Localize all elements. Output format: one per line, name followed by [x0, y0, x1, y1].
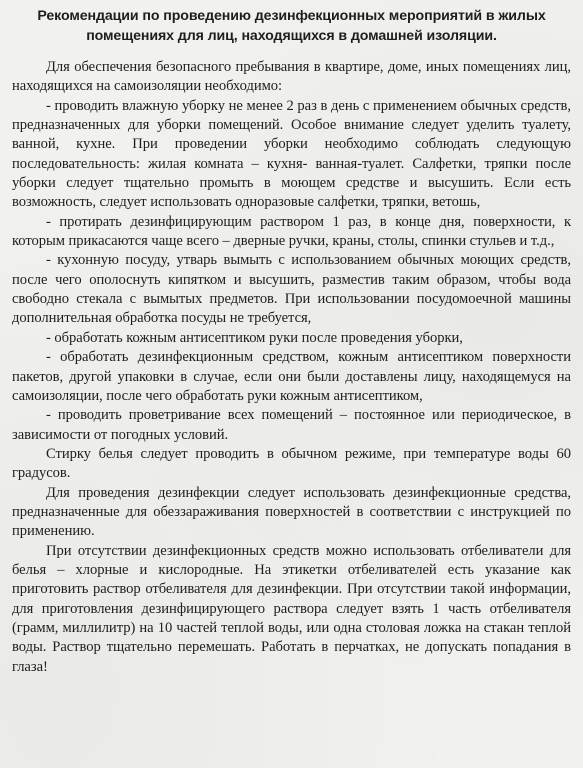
- paragraph-ventilation: - проводить проветривание всех помещений – постоянное или периодическое, в зависимости от погодных условий.: [12, 407, 571, 443]
- title-line-2: помещениях для лиц, находящихся в домашней изоляции.: [86, 28, 497, 44]
- paragraph-dishes: - кухонную посуду, утварь вымыть с использованием обычных моющих средств, после чего ополоснуть кипятком и высушить, разместив таким образом, чтобы вода свободно стекала с вымытых предметов. При использовании посудомоечной машины дополнительная обработка посуды не требуется,: [12, 252, 571, 327]
- paragraph-intro: Для обеспечения безопасного пребывания в квартире, доме, иных помещениях лиц, находящихся на самоизоляции необходимо:: [12, 59, 571, 95]
- paragraph-disinfect-surfaces: - протирать дезинфицирующим раствором 1 раз, в конце дня, поверхности, к которым прикасаются чаще всего – дверные ручки, краны, столы, спинки стульев и т.д.,: [12, 213, 571, 250]
- document-title: [12, 6, 571, 46]
- paragraph-packages: - обработать дезинфекционным средством, кожным антисептиком поверхности пакетов, другой упаковки в случае, если они были доставлены лицу, находящемуся на самоизоляции, после чего обработать руки кожным антисептиком,: [12, 349, 571, 404]
- document-body: [12, 58, 571, 677]
- paragraph-hands: - обработать кожным антисептиком руки после проведения уборки,: [46, 329, 463, 346]
- paragraph-laundry: Стирку белья следует проводить в обычном режиме, при температуре воды 60 градусов.: [12, 445, 571, 482]
- paragraph-cleaning: - проводить влажную уборку не менее 2 раз в день с применением обычных средств, предназначенных для уборки помещений. Особое внимание следует уделить туалету, ванной, кухне. При проведении уборки необходимо соблюдать следующую последовательность: жилая комната – кухня- ванная-туалет. Салфетки, тряпки после уборки следует тщательно промыть в моющем средстве и высушить. Если есть возможность, следует использовать одноразовые салфетки, тряпки, ветошь,: [12, 97, 571, 211]
- title-line-1: Рекомендации по проведению дезинфекционных мероприятий в жилых: [37, 8, 546, 24]
- paragraph-disinfectants: Для проведения дезинфекции следует использовать дезинфекционные средства, предназначенные для обеззараживания поверхностей в соответствии с инструкцией по применению.: [12, 484, 571, 540]
- paragraph-bleach: При отсутствии дезинфекционных средств можно использовать отбеливатели для белья – хлорные и кислородные. На этикетки отбеливателей есть указание как приготовить раствор отбеливателя для дезинфекции. При отсутствии такой информации, для приготовления дезинфицирующего раствора следует взять 1 часть отбеливателя (грамм, миллилитр) на 10 частей теплой воды, или одна столовая ложка на стакан теплой воды. Раствор тщательно перемешать. Работать в перчатках, не допускать попадания в глаза!: [12, 542, 571, 675]
